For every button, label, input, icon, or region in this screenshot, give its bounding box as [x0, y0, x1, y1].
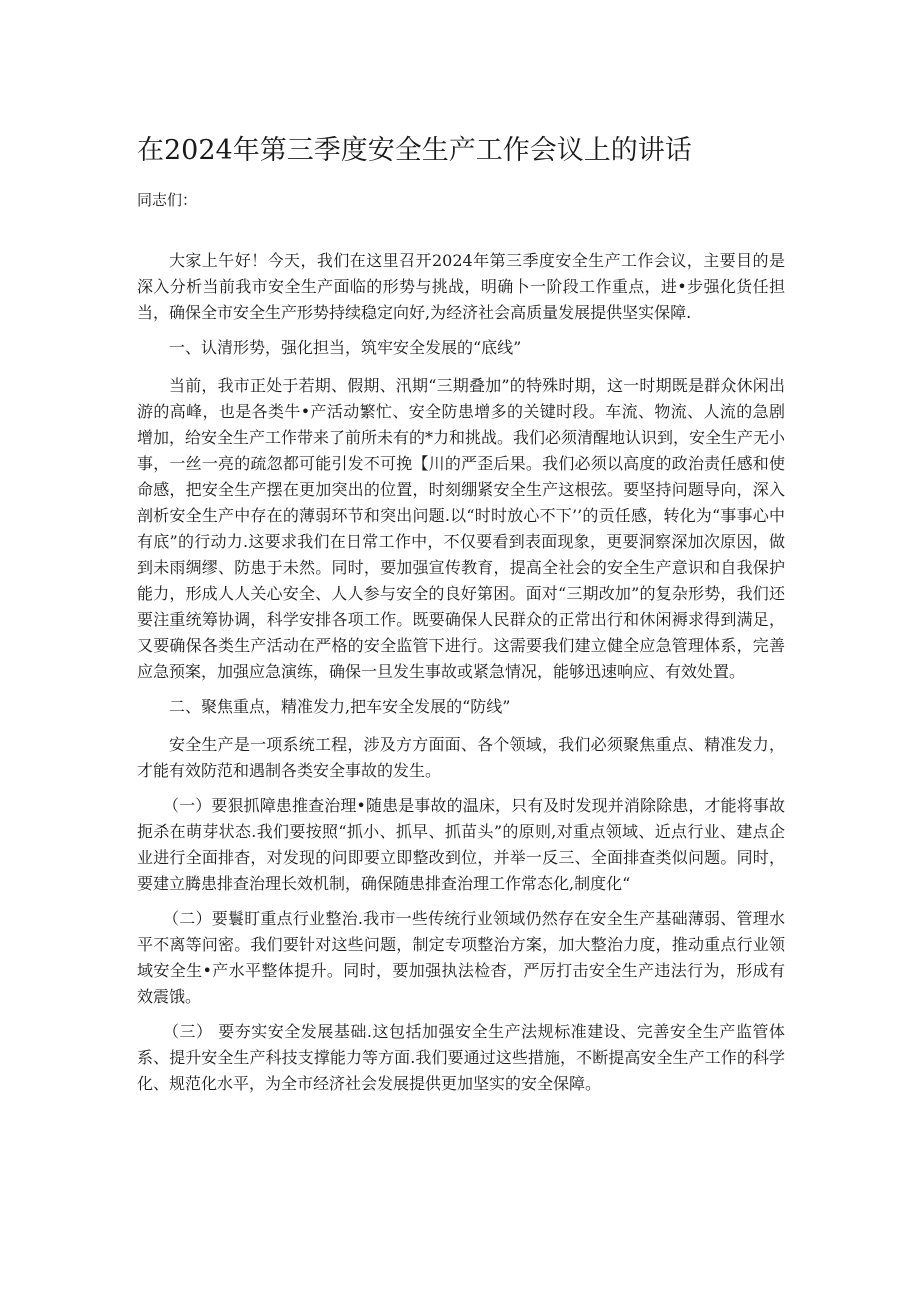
speech-body — [137, 248, 785, 1106]
salutation: 同志们： — [137, 191, 198, 209]
section-2-item-3-paragraph: （三） 要夯实安全发展基础.这包括加强安全生产法规标准建设、完善安全生产监管体系、提升安全生产科技支撑能力等方面.我们要通过这些措施，不断提高安全生产工作的科学化、规范化水平，为全市经济社会发展提供更加坚实的安全保障。 — [137, 1022, 785, 1093]
section-2-item-1-paragraph: （一）要狠抓障患推查治理•随患是事故的温床，只有及时发现并消除除患，才能将事故扼杀在萌芽状态.我们要按照“抓小、抓早、抓苗头”的原则,对重点领域、近点行业、建点企业进行全面排杳，对发现的问即要立即整改到位，并举一反三、全面排查类似问题。同时，要建立腾患排查治理长效机制，确保随患排查治理工作常态化,制度化“ — [137, 796, 785, 893]
document-title: 在2024年第三季度安全生产工作会议上的讲话 — [137, 135, 692, 166]
opening-paragraph: 大家上午好！今天，我们在这里召开2024年第三季度安全生产工作会议，主要目的是深入分析当前我市安全生产面临的形势与挑战，明确卜一阶段工作重点，进•步强化货任担当，确保全市安全生产形势持续稳定向好,为经济社会高质量发展提供坚实保障. — [137, 251, 785, 322]
section-1-paragraph: 当前，我市正处于若期、假期、汛期“三期叠加”的特殊时期，这一时期既是群众休闲出游的高峰，也是各类牛•产活动繁忙、安全防患增多的关键时段。车流、物流、人流的急剧增加，给安全生产工作带来了前所未有的*力和挑战。我们必须清醒地认识到，安全生产无小事，一丝一亮的疏忽都可能引发不可挽【川的严歪后果。我们必须以高度的政治责任感和使命感，把安全生产摆在更加突出的位置，时刻绷紧安全生产这根弦。要坚持问题导向，深入剖析安全生产中存在的薄弱环节和突出问题.以“时时放心不下’’的贡任感，转化为“事事心中有底”的行动力.这要求我们在日常工作中，不仅要看到表面现象，更要洞察深加次原因，做到未雨绸缪、防患于未然。同时，要加强宣传教育，提高全社会的安全生产意识和自我保护能力，形成人人关心安全、人人参与安全的良好第困。面对“三期改加”的复杂形势，我们还要注重统筹协调，科学安排各项工作。既要确保人民群众的正常出行和休闲褥求得到满足，又要确保各类生产活动在严格的安全监管下进行。这需要我们建立健全应急管理体系，完善应急预案，加强应急演练，确保一旦发生事故或紧急情况，能够迅速响应、有效处置。 — [137, 376, 786, 681]
section-2-intro-paragraph: 安全生产是一项系统工程，涉及方方面面、各个领域，我们必须聚焦重点、精准发力，才能有效防范和遇制各类安全事故的发生。 — [137, 735, 785, 780]
section-2-item-2-paragraph: （二）要鬟盯重点行业整治.我市一些传统行业领域仍然存在安全生产基础薄弱、管理水平不离等问密。我们要针对这些问题，制定专项整治方案，加大整治力度，推动重点行业领域安全生•产水平整体提升。同时，要加强执法检杳，严厉打击安全生产违法行为，形成有效震饿。 — [137, 909, 785, 1006]
section-heading-1: 一、认清形势，强化担当，筑牢安全发展的“底线” — [169, 338, 522, 357]
section-heading-2: 二、聚焦重点，精准发力,把车安全发展的“防线” — [169, 697, 511, 716]
